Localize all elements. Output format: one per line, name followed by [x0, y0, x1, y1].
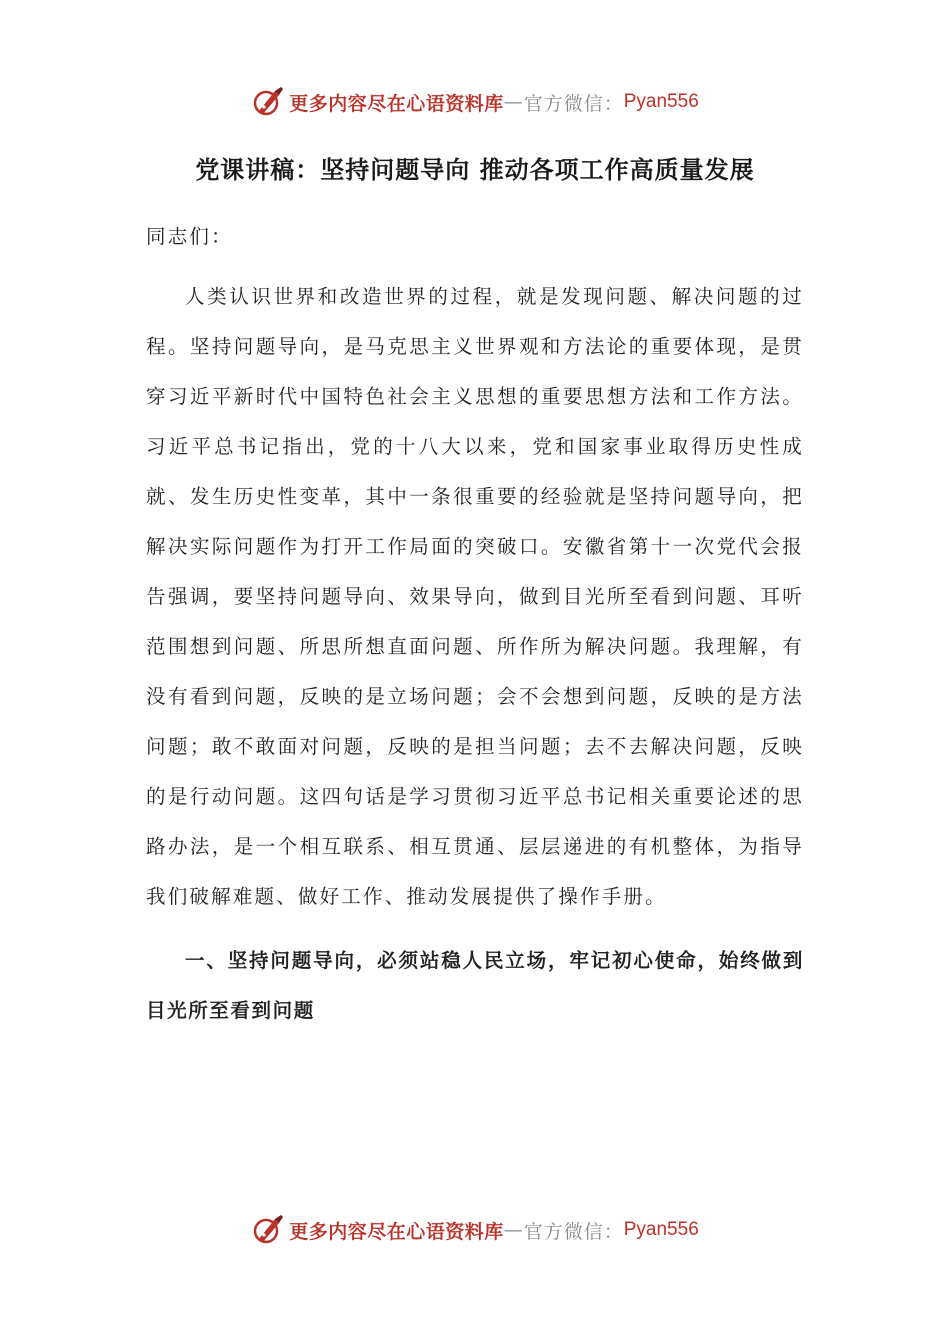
header-banner [0, 82, 950, 122]
document-body [146, 212, 804, 1036]
greeting: 同志们： [146, 225, 233, 248]
section-heading: 一、坚持问题导向，必须站稳人民立场，牢记初心使命，始终做到目光所至看到问题 [146, 949, 804, 1022]
promo-text: 更多内容尽在心语资料库 [289, 1220, 504, 1243]
wechat-label: 官方微信： [523, 92, 624, 115]
pen-nib-seal-icon [251, 85, 285, 119]
paragraph: 人类认识世界和改造世界的过程，就是发现问题、解决问题的过程。坚持问题导向，是马克思主义世界观和方法论的重要体现，是贯穿习近平新时代中国特色社会主义思想的重要思想方法和工作方法。习近平总书记指出，党的十八大以来，党和国家事业取得历史性成就、发生历史性变革，其中一条很重要的经验就是坚持问题导向，把解决实际问题作为打开工作局面的突破口。安徽省第十一次党代会报告强调，要坚持问题导向、效果导向，做到目光所至看到问题、耳听范围想到问题、所思所想直面问题、所作所为解决问题。我理解，有没有看到问题，反映的是立场问题；会不会想到问题，反映的是方法问题；敢不敢面对问题，反映的是担当问题；去不去解决问题，反映的是行动问题。这四句话是学习贯彻习近平总书记相关重要论述的思路办法，是一个相互联系、相互贯通、层层递进的有机整体，为指导我们破解难题、做好工作、推动发展提供了操作手册。 [146, 285, 804, 908]
promo-text: 更多内容尽在心语资料库 [289, 92, 504, 115]
wechat-label: 官方微信： [523, 1220, 624, 1243]
banner-dash: — [503, 91, 524, 113]
pen-nib-seal-icon [251, 1213, 285, 1247]
wechat-id: Pyan556 [623, 91, 699, 112]
wechat-id: Pyan556 [623, 1219, 699, 1240]
document-title: 党课讲稿：坚持问题导向 推动各项工作高质量发展 [195, 155, 755, 184]
footer-banner [0, 1210, 950, 1250]
banner-dash: — [503, 1219, 524, 1241]
